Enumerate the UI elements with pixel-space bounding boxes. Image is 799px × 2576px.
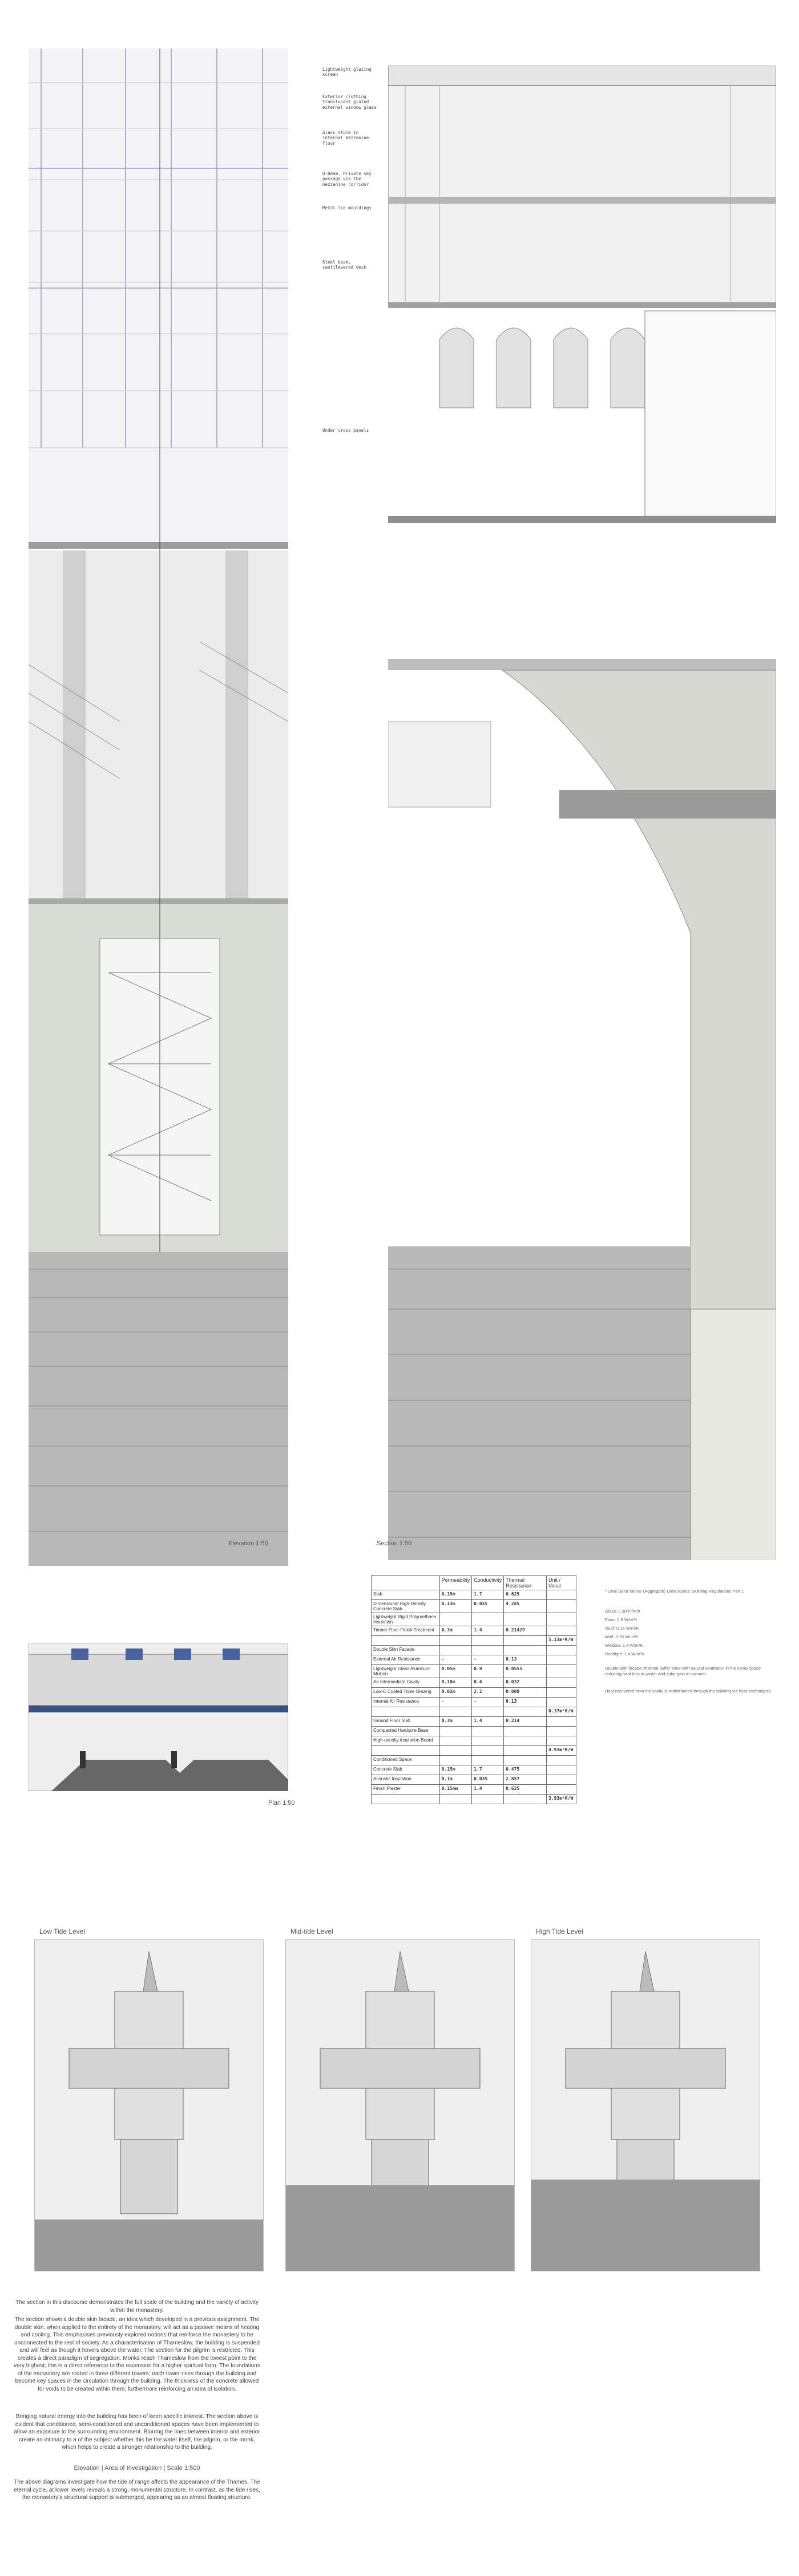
table-row xyxy=(372,1646,576,1655)
table-row xyxy=(372,1727,576,1736)
table-cell-r xyxy=(504,1646,547,1655)
table-row xyxy=(372,1626,576,1636)
table-cell-r: 4.285 xyxy=(504,1600,547,1613)
table-header-resistance: Thermal Resistance xyxy=(504,1576,547,1590)
table-cell-label: Lightweight Glass Aluminum Mullion xyxy=(372,1665,440,1678)
tide-panel-low-title: Low Tide Level xyxy=(39,1927,86,1935)
elevation-drawing xyxy=(29,48,288,1566)
table-cell-p xyxy=(439,1746,472,1756)
table-cell-label: Acoustic Insulation xyxy=(372,1775,440,1785)
section-note-1: Lightweight glazing screen xyxy=(322,67,372,78)
side-note-8: Double-skin facade: thermal buffer zone with natural ventilation in the cavity space reducing heat loss in winter and solar gain in summer. xyxy=(605,1666,761,1676)
table-cell-p xyxy=(439,1795,472,1804)
tide-panel-high xyxy=(531,1927,760,2271)
table-header-permeability: Permeability xyxy=(439,1576,472,1590)
table-cell-label xyxy=(372,1636,440,1646)
table-cell-label: Compacted Hardcore Base xyxy=(372,1727,440,1736)
table-cell-r: 0.008 xyxy=(504,1688,547,1698)
table-cell-c xyxy=(472,1707,504,1717)
table-cell-r: 0.21429 xyxy=(504,1626,547,1636)
table-cell-p: - xyxy=(439,1698,472,1707)
table-cell-c xyxy=(472,1756,504,1765)
table-cell-r xyxy=(504,1636,547,1646)
table-cell-c: 2.2 xyxy=(472,1688,504,1698)
side-note-6: Window: 1.4 W/m²K xyxy=(605,1643,643,1648)
table-header-conductivity: Conductivity xyxy=(472,1576,504,1590)
side-note-4: Roof: 0.16 W/m²K xyxy=(605,1626,639,1631)
table-cell-c: 0.4 xyxy=(472,1678,504,1688)
table-cell-label: External Air Resistance xyxy=(372,1655,440,1665)
table-cell-label: Ground Floor Slab xyxy=(372,1717,440,1727)
table-cell-c: 0.035 xyxy=(472,1600,504,1613)
table-cell-r: 0.625 xyxy=(504,1590,547,1600)
table-cell-p xyxy=(439,1636,472,1646)
table-cell-p: 0.3m xyxy=(439,1626,472,1636)
tide-panel-low xyxy=(34,1927,264,2271)
side-note-5: Wall: 0.18 W/m²K xyxy=(605,1634,639,1639)
table-cell-u xyxy=(546,1756,576,1765)
table-header-label xyxy=(372,1576,440,1590)
table-cell-u xyxy=(546,1678,576,1688)
table-row xyxy=(372,1678,576,1688)
table-cell-p: 0.13m xyxy=(439,1600,472,1613)
table-cell-p xyxy=(439,1646,472,1655)
table-cell-u xyxy=(546,1613,576,1626)
table-cell-r xyxy=(504,1756,547,1765)
table-row xyxy=(372,1613,576,1626)
table-cell-p xyxy=(439,1727,472,1736)
table-row xyxy=(372,1600,576,1613)
table-row xyxy=(372,1746,576,1756)
table-cell-p: 0.15m xyxy=(439,1590,472,1600)
table-row xyxy=(372,1756,576,1765)
section-drawing xyxy=(388,66,776,1560)
table-cell-p: 0.15m xyxy=(439,1765,472,1775)
section-note-6: Steel beam, cantilevered deck xyxy=(322,260,366,270)
table-cell-c: 1.7 xyxy=(472,1765,504,1775)
table-row xyxy=(372,1736,576,1746)
table-cell-u: 5.13m²K/W xyxy=(546,1636,576,1646)
table-cell-r xyxy=(504,1727,547,1736)
table-cell-u xyxy=(546,1775,576,1785)
table-cell-c: 1.4 xyxy=(472,1785,504,1795)
table-cell-label: Internal Air Resistance xyxy=(372,1698,440,1707)
table-cell-p xyxy=(439,1736,472,1746)
side-note-1: * Lime Sand Mortar (Aggregate) Data source: Building Regulations Part L xyxy=(605,1589,744,1594)
table-row xyxy=(372,1717,576,1727)
table-cell-label: Conditioned Space xyxy=(372,1756,440,1765)
table-cell-u: 3.93m²K/W xyxy=(546,1795,576,1804)
table-row xyxy=(372,1636,576,1646)
table-cell-label: Lightweight Rigid Polyurethane Insulation xyxy=(372,1613,440,1626)
table-cell-p xyxy=(439,1756,472,1765)
table-cell-p: 0.10m xyxy=(439,1678,472,1688)
table-cell-label: Dimensional High-Density Concrete Slab xyxy=(372,1600,440,1613)
table-cell-p: 0.05m xyxy=(439,1665,472,1678)
section-note-3: Glass stone in internal mezzanine floor xyxy=(322,130,369,146)
table-cell-u xyxy=(546,1785,576,1795)
side-note-7: Rooflight: 1.4 W/m²K xyxy=(605,1651,645,1656)
table-cell-p: 0.02m xyxy=(439,1688,472,1698)
table-cell-c xyxy=(472,1727,504,1736)
table-cell-label: Slab xyxy=(372,1590,440,1600)
table-cell-u xyxy=(546,1646,576,1655)
table-cell-label: Air Intermediate Cavity xyxy=(372,1678,440,1688)
table-cell-u xyxy=(546,1600,576,1613)
table-row xyxy=(372,1765,576,1775)
table-cell-c xyxy=(472,1646,504,1655)
table-cell-c xyxy=(472,1746,504,1756)
table-cell-label: Double Skin Facade xyxy=(372,1646,440,1655)
table-row xyxy=(372,1655,576,1665)
section-note-4: U-Beam. Private sky passage via the mezzanine corridor xyxy=(322,171,372,187)
table-cell-u xyxy=(546,1765,576,1775)
table-row xyxy=(372,1775,576,1785)
table-cell-u xyxy=(546,1727,576,1736)
table-cell-p xyxy=(439,1707,472,1717)
table-cell-r xyxy=(504,1746,547,1756)
table-cell-label xyxy=(372,1795,440,1804)
side-note-2: Glass: 0.30m³/m²h xyxy=(605,1609,640,1614)
table-cell-c xyxy=(472,1736,504,1746)
elevation-caption: Elevation 1:50 xyxy=(228,1540,268,1547)
table-cell-c: 0.035 xyxy=(472,1775,504,1785)
table-cell-u: 4.93m²K/W xyxy=(546,1746,576,1756)
tide-panel-mid-title: Mid-tide Level xyxy=(290,1927,333,1935)
table-row xyxy=(372,1688,576,1698)
table-cell-u xyxy=(546,1717,576,1727)
table-cell-r: 0.625 xyxy=(504,1785,547,1795)
table-cell-u xyxy=(546,1688,576,1698)
table-cell-c: 1.4 xyxy=(472,1626,504,1636)
section-note-5: Metal lid mouldings xyxy=(322,205,372,210)
body-text-2: The section shows a double skin facade, an idea which developed in a previous assignment. The double skin, when applied to the entirety of the monastery, will act as a passive means of heating and cooling. This emphasises previously explored notions that reinforce the monastery to be unconnected to the rest of society. As a characterisation of Thameslow, the building is suspended and will feel as though it hovers above the water. The section for the pilgrim is restricted. This creates a direct paradigm of segregation. Monks reach Thameslow from the lowest point to the very highest; this is a direct reference to the ascension for a higher spiritual form. The foundations of the monastery are rooted in three different towers; each tower rises through the building and become key spaces in the circulation through the building. The thickness of the concrete allowed for voids to be created within them, furthermore reinforcing an idea of isolation. xyxy=(14,2316,260,2392)
table-row xyxy=(372,1785,576,1795)
table-cell-p xyxy=(439,1613,472,1626)
table-cell-p: 0.1m xyxy=(439,1775,472,1785)
table-cell-u xyxy=(546,1590,576,1600)
table-cell-label: Finish Plaster xyxy=(372,1785,440,1795)
section-note-7: Under cross panels xyxy=(322,428,369,433)
table-header-unit: Unit / Value xyxy=(546,1576,576,1590)
tide-panel-high-title: High Tide Level xyxy=(536,1927,583,1935)
table-cell-c: 1.7 xyxy=(472,1590,504,1600)
side-note-3: Floor: 0.8 W/m²K xyxy=(605,1617,637,1622)
table-cell-label: High-density Insulation Board xyxy=(372,1736,440,1746)
tide-panel-mid xyxy=(285,1927,515,2271)
body-text-1: The section in this discourse demonstrates the full scale of the building and the variety of activity within the monastery. xyxy=(15,2299,259,2314)
table-cell-r xyxy=(504,1707,547,1717)
table-cell-p: 0.3m xyxy=(439,1717,472,1727)
table-cell-c: - xyxy=(472,1698,504,1707)
side-note-9: Heat recovered from the cavity is redistributed through the building via heat exchangers. xyxy=(605,1688,772,1694)
table-cell-c xyxy=(472,1795,504,1804)
table-cell-r: 0.214 xyxy=(504,1717,547,1727)
table-cell-label: Concrete Slab xyxy=(372,1765,440,1775)
plan-caption: Plan 1:50 xyxy=(268,1800,295,1807)
table-cell-r: 0.13 xyxy=(504,1698,547,1707)
table-cell-r xyxy=(504,1736,547,1746)
plan-drawing xyxy=(29,1643,288,1791)
investigation-heading: Elevation | Area of Investigation | Scale 1:500 xyxy=(74,2465,200,2472)
table-cell-p: 0.15mm xyxy=(439,1785,472,1795)
table-row xyxy=(372,1795,576,1804)
body-text-4: The above diagrams investigate how the tide of range affects the appearance of the Thames. The eternal cycle, at lower levels reveals a strong, monumental structure. In contrast, as the tide rises, the monastery's structural support is submerged, appearing as an almost floating structure. xyxy=(14,2479,260,2501)
table-cell-c xyxy=(472,1613,504,1626)
table-row xyxy=(372,1665,576,1678)
table-cell-c: 1.4 xyxy=(472,1717,504,1727)
table-cell-r xyxy=(504,1795,547,1804)
table-cell-u xyxy=(546,1626,576,1636)
table-cell-r xyxy=(504,1613,547,1626)
table-cell-r: 0.475 xyxy=(504,1765,547,1775)
body-text-3: Bringing natural energy into the building has been of keen specific interest. The section above is evident that conditioned, semi-conditioned and unconditioned spaces have been implemented to allow an exposure to the surrounding environment. Blurring the lines between interior and exterior create an intimacy to a of the subject whether this be the water itself, the pilgrim, or the monk, which helps to create a stronger relationship to the building. xyxy=(14,2413,260,2451)
table-cell-r: 0.032 xyxy=(504,1678,547,1688)
table-cell-r: 2.857 xyxy=(504,1775,547,1785)
table-row xyxy=(372,1698,576,1707)
table-cell-p: - xyxy=(439,1655,472,1665)
table-row xyxy=(372,1707,576,1717)
table-row xyxy=(372,1590,576,1600)
table-cell-c xyxy=(472,1636,504,1646)
table-cell-c: - xyxy=(472,1655,504,1665)
table-cell-label: Low-E Coated Triple Glazing xyxy=(372,1688,440,1698)
thermal-table xyxy=(371,1575,576,1804)
table-cell-r: 0.13 xyxy=(504,1655,547,1665)
table-cell-r: 0.0555 xyxy=(504,1665,547,1678)
table-cell-u xyxy=(546,1655,576,1665)
table-cell-label: Timber Floor Finish Treatment xyxy=(372,1626,440,1636)
table-cell-u xyxy=(546,1698,576,1707)
section-caption: Section 1:50 xyxy=(377,1540,412,1547)
table-cell-label xyxy=(372,1707,440,1717)
table-cell-u: 0.37m²K/W xyxy=(546,1707,576,1717)
section-note-2: Exterior clothing translucent glazed external window glass xyxy=(322,94,377,110)
table-cell-c: 0.9 xyxy=(472,1665,504,1678)
table-cell-label xyxy=(372,1746,440,1756)
table-cell-u xyxy=(546,1736,576,1746)
table-cell-u xyxy=(546,1665,576,1678)
